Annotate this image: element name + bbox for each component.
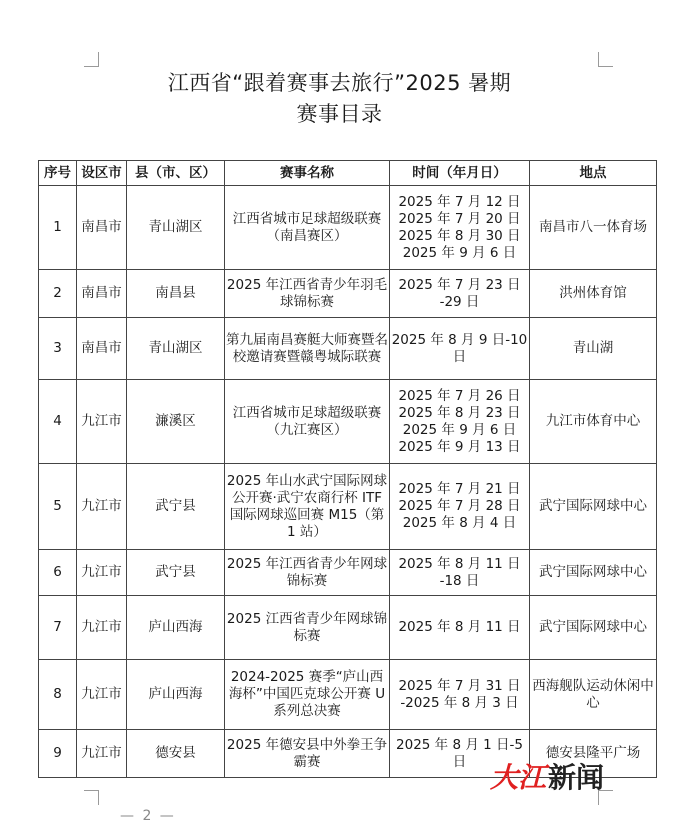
row-number: 9 [39, 730, 77, 778]
table-row [39, 318, 657, 380]
row-city: 九江市 [77, 730, 127, 778]
row-venue: 武宁国际网球中心 [530, 550, 657, 596]
row-city: 南昌市 [77, 318, 127, 380]
row-number: 1 [39, 186, 77, 270]
row-number: 7 [39, 596, 77, 660]
column-header: 时间（年月日） [390, 161, 530, 186]
row-event: 2025 年江西省青少年羽毛球锦标赛 [225, 270, 390, 318]
row-date-line: 2025 年 8 月 11 日 [398, 555, 521, 572]
row-dates [390, 550, 530, 596]
row-date-line: 日 [452, 753, 467, 770]
row-date-line: 2025 年 7 月 12 日 [398, 193, 521, 210]
table-row [39, 660, 657, 730]
row-county: 武宁县 [127, 464, 225, 550]
row-date-line: -18 日 [439, 572, 480, 589]
table-row [39, 464, 657, 550]
row-date-line: 2025 年 7 月 31 日 [398, 677, 521, 694]
row-date-line: -2025 年 8 月 3 日 [400, 694, 519, 711]
row-event: 2025 江西省青少年网球锦标赛 [225, 596, 390, 660]
table-row [39, 270, 657, 318]
dajiang-news-logo [490, 760, 604, 796]
row-city: 九江市 [77, 550, 127, 596]
row-dates [390, 464, 530, 550]
row-date-line: 2025 年 9 月 6 日 [402, 421, 517, 438]
row-venue: 武宁国际网球中心 [530, 596, 657, 660]
row-dates [390, 186, 530, 270]
row-date-line: 2025 年 8 月 1 日-5 [396, 736, 523, 753]
row-date-line: 2025 年 8 月 23 日 [398, 404, 521, 421]
row-date-line: 2025 年 8 月 9 日-10 [391, 331, 528, 348]
row-dates [390, 596, 530, 660]
row-county: 南昌县 [127, 270, 225, 318]
page-corner-mark [598, 52, 613, 67]
row-date-line: 2025 年 7 月 28 日 [398, 498, 521, 514]
row-number: 2 [39, 270, 77, 318]
row-event: 江西省城市足球超级联赛（南昌赛区） [225, 186, 390, 270]
row-number: 3 [39, 318, 77, 380]
row-dates [390, 380, 530, 464]
row-dates [390, 270, 530, 318]
row-number: 5 [39, 464, 77, 550]
row-county: 濂溪区 [127, 380, 225, 464]
column-header: 地点 [530, 161, 657, 186]
table-row [39, 550, 657, 596]
column-header: 县（市、区） [127, 161, 225, 186]
table-header-row [39, 161, 657, 186]
column-header: 设区市 [77, 161, 127, 186]
row-city: 九江市 [77, 596, 127, 660]
page-number: — 2 — [120, 808, 176, 824]
row-date-line: 2025 年 8 月 30 日 [398, 227, 521, 244]
row-date-line: 2025 年 7 月 20 日 [398, 210, 521, 227]
title-line-1: 江西省“跟着赛事去旅行”2025 暑期 [167, 71, 512, 95]
row-event: 2025 年江西省青少年网球锦标赛 [225, 550, 390, 596]
row-venue: 武宁国际网球中心 [530, 464, 657, 550]
row-venue: 九江市体育中心 [530, 380, 657, 464]
row-venue: 洪州体育馆 [530, 270, 657, 318]
row-number: 6 [39, 550, 77, 596]
row-date-line: 2025 年 9 月 6 日 [402, 244, 517, 261]
row-county: 庐山西海 [127, 596, 225, 660]
table-row [39, 380, 657, 464]
event-catalog-table [38, 160, 657, 778]
page-corner-mark [84, 790, 99, 805]
row-venue: 青山湖 [530, 318, 657, 380]
row-dates [390, 660, 530, 730]
row-date-line: 日 [452, 348, 467, 365]
row-number: 4 [39, 380, 77, 464]
row-date-line: 2025 年 8 月 4 日 [402, 515, 517, 531]
title-line-2: 赛事目录 [296, 102, 383, 126]
table-row [39, 186, 657, 270]
row-city: 南昌市 [77, 270, 127, 318]
row-county: 庐山西海 [127, 660, 225, 730]
row-event: 2025 年山水武宁国际网球公开赛·武宁农商行杯 ITF 国际网球巡回赛 M15（第 1 站） [225, 464, 390, 550]
row-number: 8 [39, 660, 77, 730]
row-date-line: 2025 年 9 月 13 日 [398, 438, 521, 455]
row-date-line: -29 日 [439, 293, 480, 310]
row-date-line: 2025 年 7 月 23 日 [398, 276, 521, 293]
row-date-line: 2025 年 7 月 26 日 [398, 387, 521, 404]
row-venue: 南昌市八一体育场 [530, 186, 657, 270]
row-county: 武宁县 [127, 550, 225, 596]
column-header: 序号 [39, 161, 77, 186]
row-date-line: 2025 年 7 月 21 日 [398, 481, 521, 497]
row-county: 青山湖区 [127, 186, 225, 270]
row-venue: 德安县隆平广场 [530, 730, 657, 778]
row-event: 2025 年德安县中外拳王争霸赛 [225, 730, 390, 778]
logo-red-text: 大江 [490, 761, 547, 794]
column-header: 赛事名称 [225, 161, 390, 186]
row-event: 江西省城市足球超级联赛（九江赛区） [225, 380, 390, 464]
row-county: 青山湖区 [127, 318, 225, 380]
table-row [39, 596, 657, 660]
row-county: 德安县 [127, 730, 225, 778]
row-date-line: 2025 年 8 月 11 日 [398, 619, 521, 635]
row-city: 九江市 [77, 660, 127, 730]
row-event: 第九届南昌赛艇大师赛暨名校邀请赛暨赣粤城际联赛 [225, 318, 390, 380]
row-event: 2024-2025 赛季“庐山西海杯”中国匹克球公开赛 U 系列总决赛 [225, 660, 390, 730]
logo-black-text: 新闻 [548, 761, 605, 794]
document-title [0, 68, 679, 130]
page-corner-mark [84, 52, 99, 67]
row-dates [390, 318, 530, 380]
row-city: 南昌市 [77, 186, 127, 270]
row-city: 九江市 [77, 380, 127, 464]
row-city: 九江市 [77, 464, 127, 550]
row-venue: 西海舰队运动休闲中心 [530, 660, 657, 730]
